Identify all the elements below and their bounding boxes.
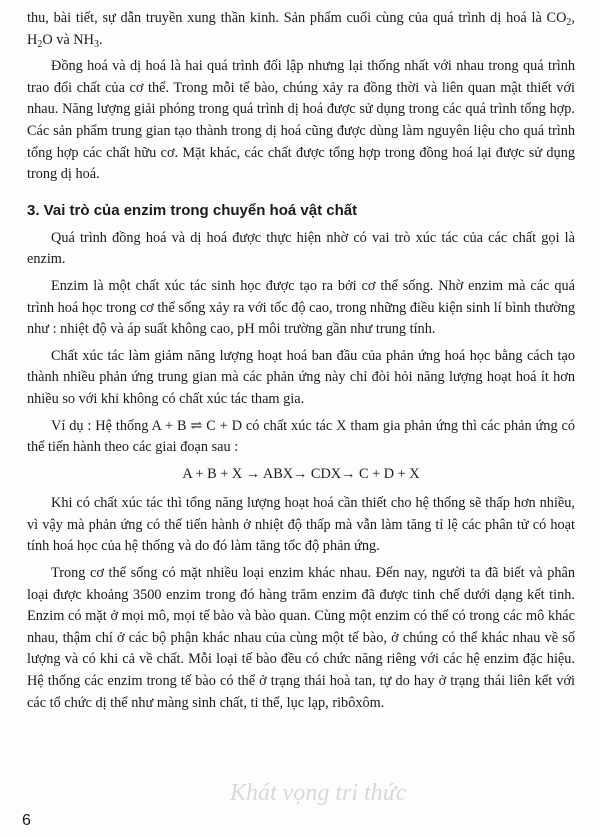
paragraph-2: Đồng hoá và dị hoá là hai quá trình đối lập nhưng lại thống nhất với nhau trong quá trình trao đổi chất của cơ thể. Trong mỗi tế bào, chúng xảy ra đồng thời và liên quan mật thiết với nhau. Năng lượng giải phóng trong quá trình dị hoá được sử dụng trong các quá trình tổng hợp. Các sản phẩm trung gian tạo thành trong dị hoá cũng được dùng làm nguyên liệu cho quá trình tổng hợp các chất hữu cơ. Mặt khác, các chất được tổng hợp trong đồng hoá lại được sử dụng trong dị hoá. — [27, 58, 575, 183]
paragraph-5: Chất xúc tác làm giảm năng lượng hoạt hoá ban đầu của phản ứng hoá học bằng cách tạo thành nhiều phản ứng trung gian mà các phản ứng này chỉ đòi hỏi năng lượng hoạt hoá ít hơn nhiều so với khi không có chất xúc tác tham gia. — [27, 347, 575, 407]
paragraph-4: Enzim là một chất xúc tác sinh học được tạo ra bởi cơ thể sống. Nhờ enzim mà các quá trình hoá học trong cơ thể sống xảy ra với tốc độ cao, trong những điều kiện sinh lí bình thường như : nhiệt độ và áp suất không cao, pH môi trường gần như trung tính. — [27, 277, 575, 338]
paragraph-8: Trong cơ thể sống có mặt nhiều loại enzim khác nhau. Đến nay, người ta đã biết và phân loại được khoảng 3500 enzim trong đó hàng trăm enzim đã được tinh chế dưới dạng kết tinh. Enzim có mặt ở mọi mô, mọi tế bào và bào quan. Cùng một enzim có thể có trong các mô khác nhau, thậm chí ở các bộ phận khác nhau của cùng một tế bào, ở chúng có thể khác nhau về số lượng và có khi cả về chất. Mỗi loại tế bào đều có chức năng riêng với các hệ enzim đặc hiệu. Hệ thống các enzim trong tế bào có thể ở trạng thái hoà tan, tự do hay ở trạng thái liên kết với các tổ chức dị thể như màng sinh chất, ti thể, lục lạp, ribôxôm. — [27, 565, 575, 711]
page-number: 6 — [22, 812, 31, 829]
paragraph-3: Quá trình đồng hoá và dị hoá được thực hiện nhờ có vai trò xúc tác của các chất gọi là enzim. — [27, 229, 575, 268]
paragraph-6: Ví dụ : Hệ thống A + B ⇌ C + D có chất xúc tác X tham gia phản ứng thì các phản ứng có thể tiến hành theo các giai đoạn sau : — [27, 417, 575, 456]
paragraph-7: Khi có chất xúc tác thì tổng năng lượng hoạt hoá cần thiết cho hệ thống sẽ thấp hơn nhiều, vì vậy mà phản ứng có thể tiến hành ở nhiệt độ thấp mà vẫn làm tăng tỉ lệ các phân tử có hoạt tính hoá học của hệ thống và do đó làm tăng tốc độ phản ứng. — [27, 495, 575, 555]
paragraph-1: thu, bài tiết, sự dẫn truyền xung thần kinh. Sản phẩm cuối cùng của quá trình dị hoá là $CO_2$, $H_2O$ và $NH_3$. — [27, 10, 575, 50]
section-heading: 3. Vai trò của enzim trong chuyển hoá vật chất — [27, 201, 358, 219]
watermark: Khát vọng tri thức — [230, 780, 407, 806]
reaction-equation: A + B + X → ABX→ CDX→ C + D + X — [182, 465, 420, 482]
page-content — [27, 8, 575, 719]
